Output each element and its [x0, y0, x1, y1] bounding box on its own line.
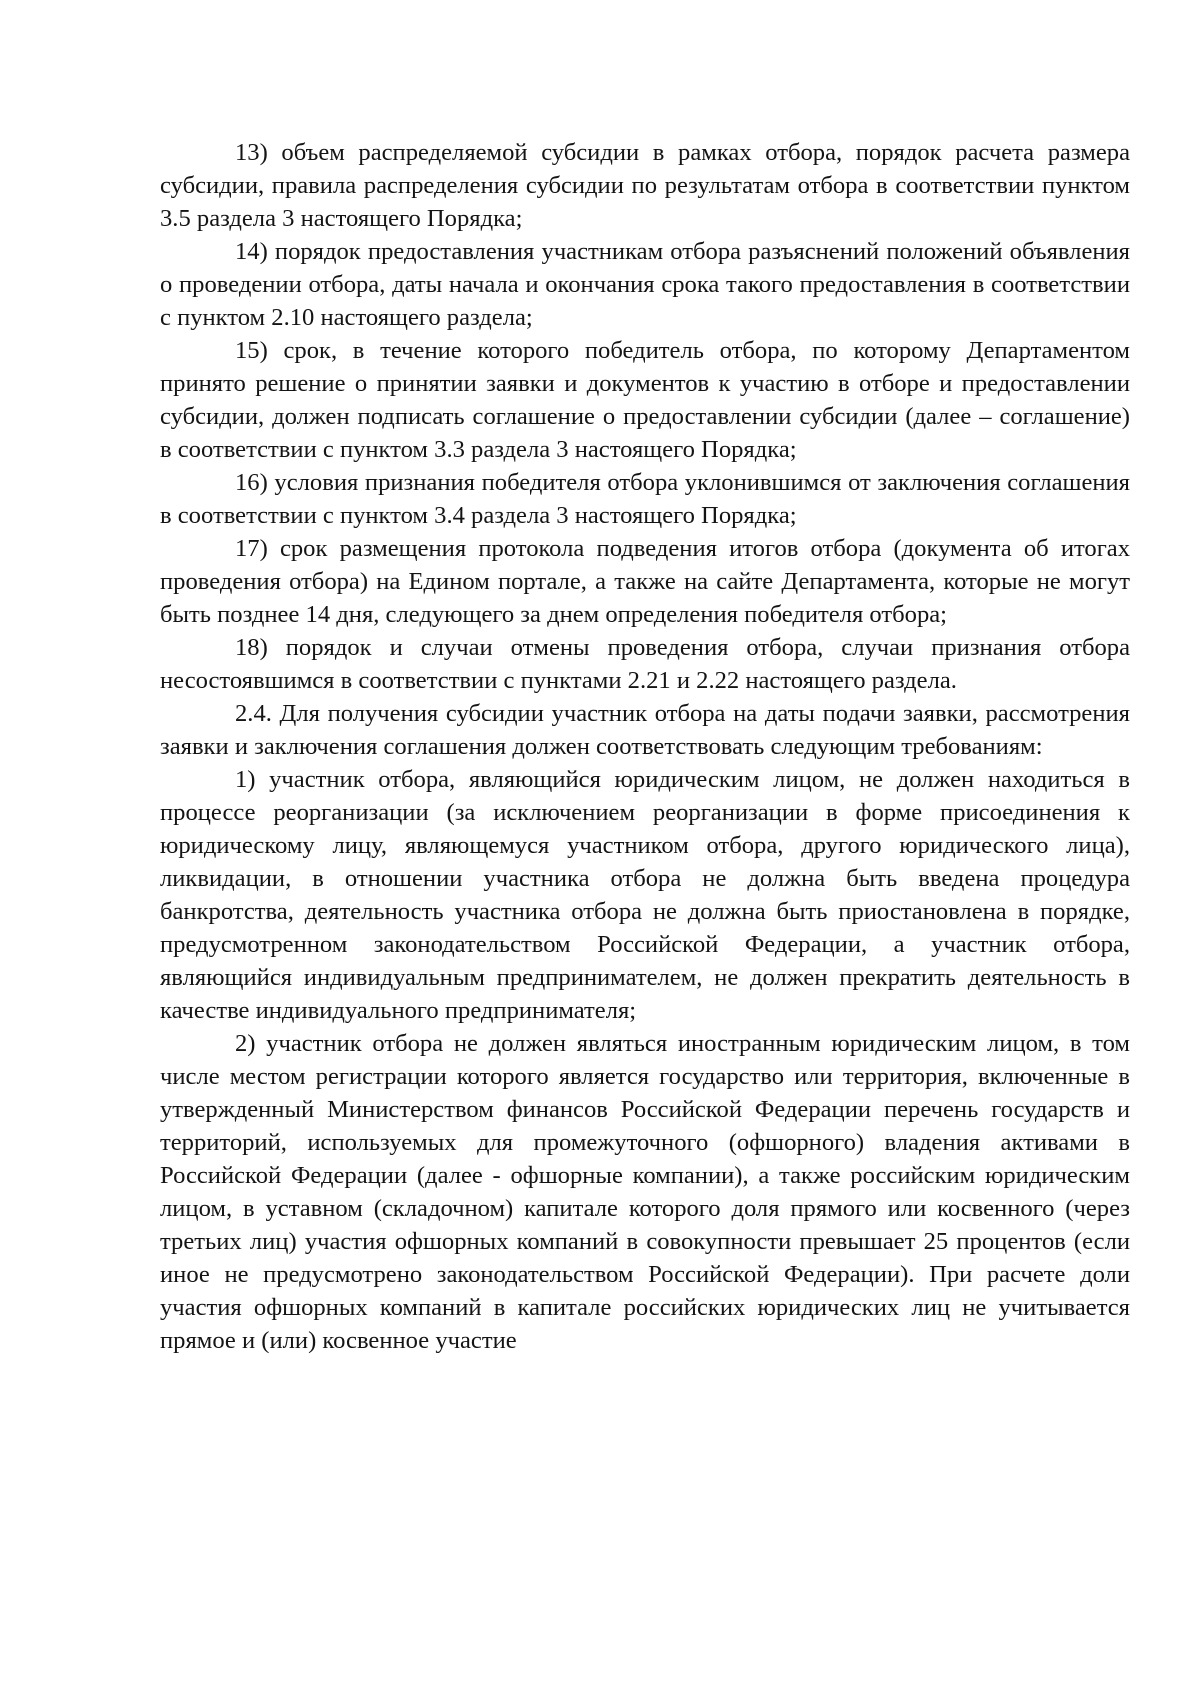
requirement-item-1: 1) участник отбора, являющийся юридическим лицом, не должен находиться в процессе реорганизации (за исключением реорганизации в форме присоединения к юридическому лицу, являющемуся участником отбора, другого юридического лица), ликвидации, в отношении участника отбора не должна быть введена процедура банкротства, деятельность участника отбора не должна быть приостановлена в порядке, предусмотренном законодательством Российской Федерации, а участник отбора, являющийся индивидуальным предпринимателем, не должен прекратить деятельность в качестве индивидуального предпринимателя; — [160, 766, 1130, 1024]
document-page — [160, 136, 1130, 1357]
list-item-14: 14) порядок предоставления участникам отбора разъяснений положений объявления о проведении отбора, даты начала и окончания срока такого предоставления в соответствии с пунктом 2.10 настоящего раздела; — [160, 238, 1130, 331]
requirement-item-2: 2) участник отбора не должен являться иностранным юридическим лицом, в том числе местом регистрации которого является государство или территория, включенные в утвержденный Министерством финансов Российской Федерации перечень государств и территорий, используемых для промежуточного (офшорного) владения активами в Российской Федерации (далее - офшорные компании), а также российским юридическим лицом, в уставном (складочном) капитале которого доля прямого или косвенного (через третьих лиц) участия офшорных компаний в совокупности превышает 25 процентов (если иное не предусмотрено законодательством Российской Федерации). При расчете доли участия офшорных компаний в капитале российских юридических лиц не учитывается прямое и (или) косвенное участие — [160, 1030, 1130, 1354]
section-2-4-paragraph: 2.4. Для получения субсидии участник отбора на даты подачи заявки, рассмотрения заявки и заключения соглашения должен соответствовать следующим требованиям: — [160, 700, 1130, 760]
list-item-15: 15) срок, в течение которого победитель отбора, по которому Департаментом принято решение о принятии заявки и документов к участию в отборе и предоставлении субсидии, должен подписать соглашение о предоставлении субсидии (далее – соглашение) в соответствии с пунктом 3.3 раздела 3 настоящего Порядка; — [160, 337, 1130, 463]
list-item-16: 16) условия признания победителя отбора уклонившимся от заключения соглашения в соответствии с пунктом 3.4 раздела 3 настоящего Порядка; — [160, 469, 1130, 529]
list-item-17: 17) срок размещения протокола подведения итогов отбора (документа об итогах проведения отбора) на Едином портале, а также на сайте Департамента, которые не могут быть позднее 14 дня, следующего за днем определения победителя отбора; — [160, 535, 1130, 628]
list-item-13: 13) объем распределяемой субсидии в рамках отбора, порядок расчета размера субсидии, правила распределения субсидии по результатам отбора в соответствии пунктом 3.5 раздела 3 настоящего Порядка; — [160, 139, 1130, 232]
list-item-18: 18) порядок и случаи отмены проведения отбора, случаи признания отбора несостоявшимся в соответствии с пунктами 2.21 и 2.22 настоящего раздела. — [160, 634, 1130, 694]
